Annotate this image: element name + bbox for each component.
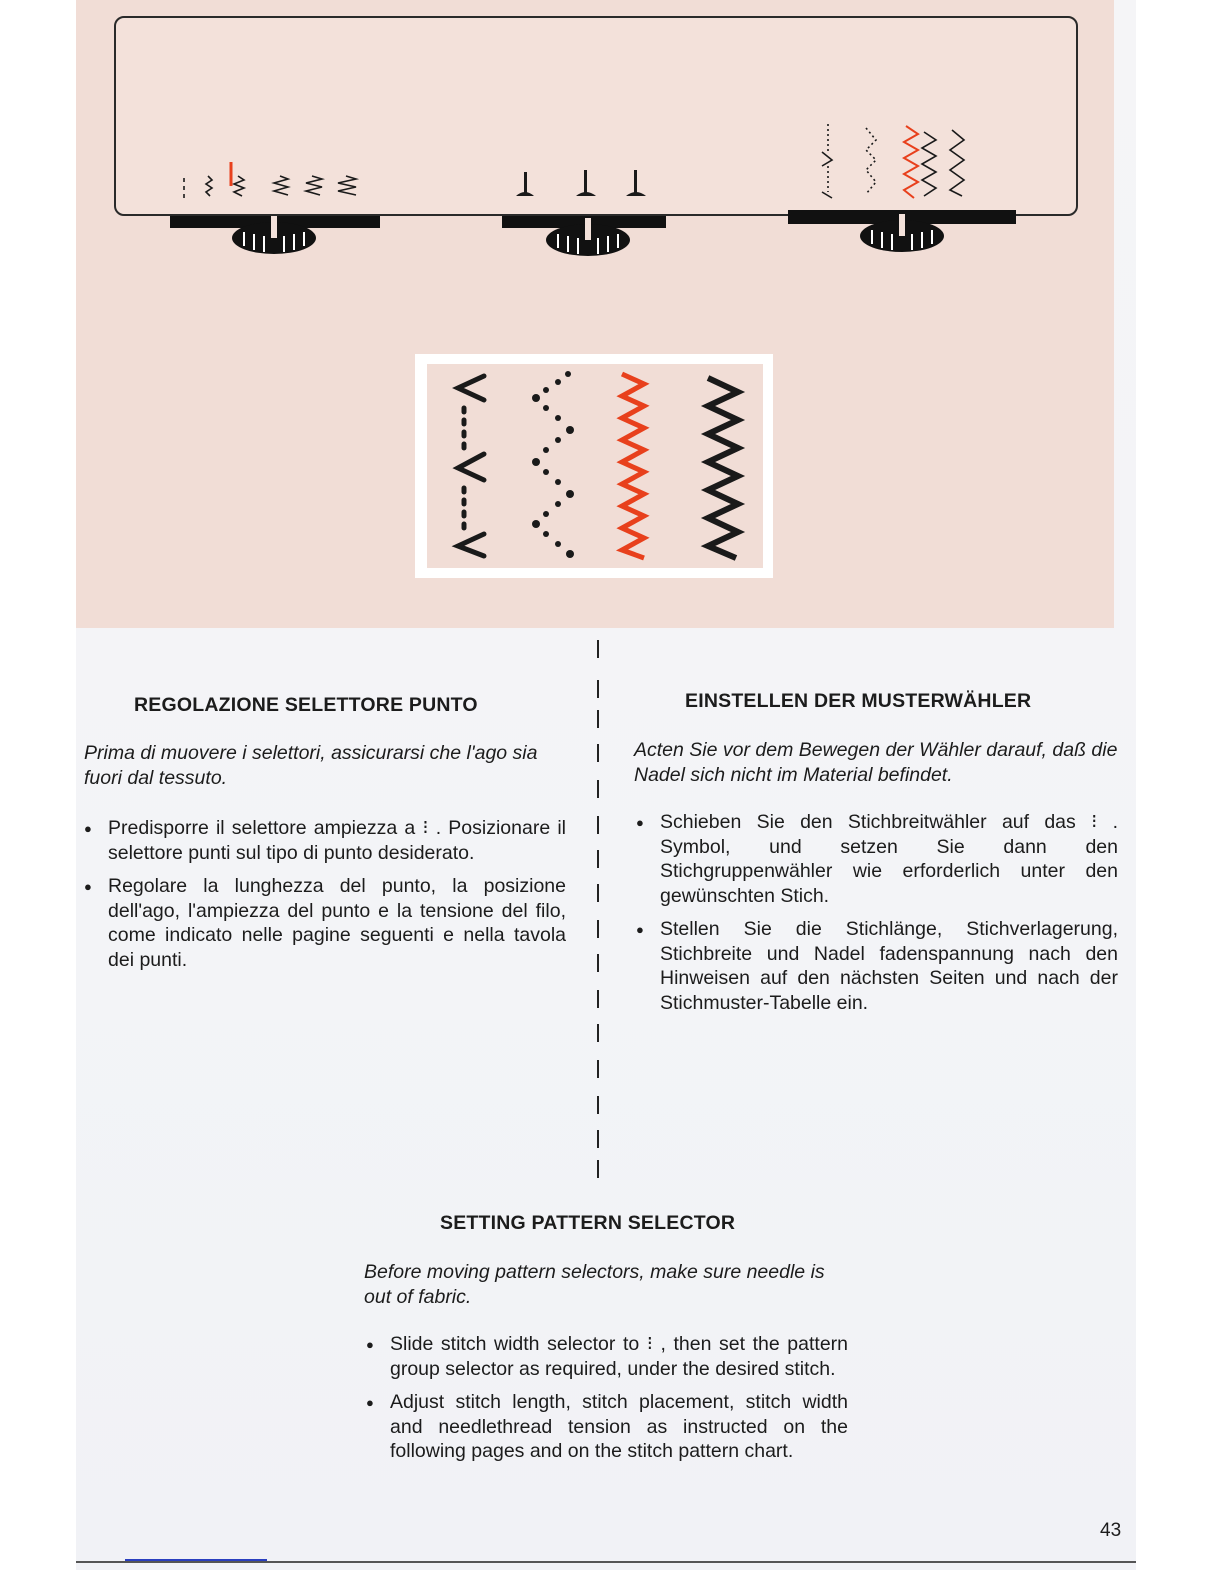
stitch-blind-hem (458, 376, 484, 400)
page-number: 43 (1100, 1520, 1122, 1541)
english-bullet-list (366, 1332, 848, 1473)
italian-bullet-list (84, 816, 566, 981)
german-bullet-1: ● Schieben Sie den Stichbreitwähler auf das ⁝ . Symbol, und setzen Sie dann den Stichgruppenwähler wie erforderlich unter den gewünschten Stich. (636, 810, 1118, 908)
german-intro: Acten Sie vor dem Bewegen der Wähler darauf, daß die Nadel sich nicht im Material befindet. (634, 739, 1118, 786)
german-heading: EINSTELLEN DER MUSTERWÄHLER (685, 690, 1032, 712)
footer-accent-line (125, 1559, 267, 1561)
footer-rule (76, 1561, 1136, 1563)
english-intro: Before moving pattern selectors, make sure needle is out of fabric. (364, 1261, 825, 1308)
italian-intro: Prima di muovere i selettori, assicurarsi che l'ago sia fuori dal tessuto. (84, 742, 538, 789)
italian-bullet-1: ● Predisporre il selettore ampiezza a ⁝ . Posizionare il selettore punti sul tipo di punto desiderato. (84, 816, 566, 865)
english-bullet-1: ● Slide stitch width selector to ⁝ , then set the pattern group selector as required, under the desired stitch. (366, 1332, 848, 1381)
stitch-selected-zigzag (622, 374, 644, 558)
stitch-zigzag (708, 378, 738, 558)
english-heading: SETTING PATTERN SELECTOR (440, 1212, 736, 1234)
italian-heading: REGOLAZIONE SELETTORE PUNTO (134, 694, 478, 716)
enlarged-stitch-patterns (0, 0, 1224, 640)
stitch-triple-dot (532, 371, 574, 558)
german-bullet-2: ● Stellen Sie die Stichlänge, Stichverlagerung, Stichbreite und Nadel fadenspannung nach den Hinweisen auf den nächsten Seiten und nach der Stichmuster-Tabelle ein. (636, 917, 1118, 1015)
german-bullet-list (636, 810, 1118, 1024)
english-bullet-2: ● Adjust stitch length, stitch placement, stitch width and needlethread tension as instructed on the following pages and on the stitch pattern chart. (366, 1390, 848, 1464)
italian-bullet-2: ● Regolare la lunghezza del punto, la posizione dell'ago, l'ampiezza del punto e la tensione del filo, come indicato nelle pagine seguenti e nella tavola dei punti. (84, 874, 566, 972)
column-divider (596, 640, 600, 1180)
